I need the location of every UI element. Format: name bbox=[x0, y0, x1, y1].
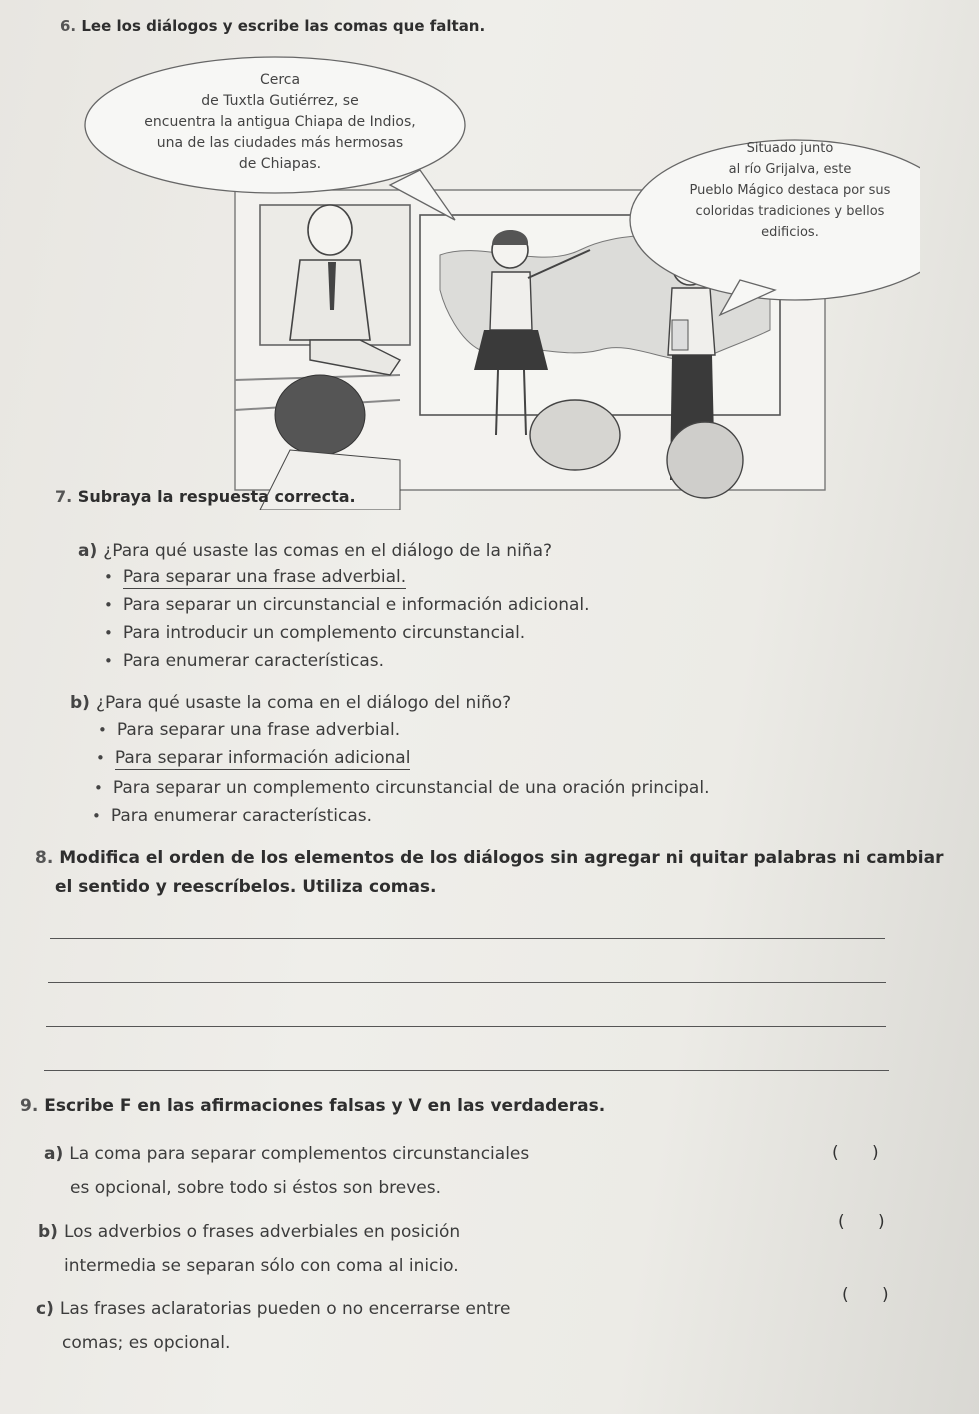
answer-line-4[interactable] bbox=[44, 1070, 889, 1071]
q7a-question: a) ¿Para qué usaste las comas en el diálogo de la niña? bbox=[78, 541, 553, 561]
q9a-statement: a) La coma para separar complementos circunstanciales es opcional, sobre todo si éstos son breves. bbox=[44, 1144, 530, 1198]
q7a-option-4[interactable]: • Para enumerar características. bbox=[104, 651, 384, 671]
bubble-left-text: Cerca de Tuxtla Gutiérrez, se encuentra la antigua Chiapa de Indios, una de las ciudades más hermosas de Chiapas. bbox=[144, 72, 416, 172]
q7a-option-2[interactable]: • Para separar un circunstancial e información adicional. bbox=[104, 595, 590, 615]
q9c-statement: c) Las frases aclaratorias pueden o no encerrarse entre comas; es opcional. bbox=[36, 1299, 511, 1353]
q7b-option-4[interactable]: • Para enumerar características. bbox=[92, 806, 372, 826]
q6-number: 6. bbox=[60, 17, 77, 35]
answer-line-2[interactable] bbox=[48, 982, 886, 983]
q7a-option-3[interactable]: • Para introducir un complemento circunstancial. bbox=[104, 623, 525, 643]
q7b-option-1[interactable]: • Para separar una frase adverbial. bbox=[98, 720, 400, 740]
q9-title: 9. Escribe F en las afirmaciones falsas y V en las verdaderas. bbox=[20, 1096, 606, 1116]
q7-title: 7. Subraya la respuesta correcta. bbox=[55, 487, 356, 506]
q9b-statement: b) Los adverbios o frases adverbiales en posición intermedia se separan sólo con coma al inicio. bbox=[38, 1222, 461, 1276]
q9c-answer-box[interactable]: ( ) bbox=[842, 1285, 903, 1305]
q7a-option-1[interactable]: • Para separar una frase adverbial. bbox=[104, 567, 406, 587]
answer-line-3[interactable] bbox=[46, 1026, 886, 1027]
q7b-option-3[interactable]: • Para separar un complemento circunstancial de una oración principal. bbox=[94, 778, 709, 798]
answer-line-1[interactable] bbox=[50, 938, 885, 939]
q7b-question: b) ¿Para qué usaste la coma en el diálogo del niño? bbox=[70, 693, 512, 713]
q6-title bbox=[60, 17, 485, 35]
q9b-answer-box[interactable]: ( ) bbox=[838, 1212, 899, 1232]
q6-title-text: Lee los diálogos y escribe las comas que faltan. bbox=[81, 17, 486, 35]
q8-line2: el sentido y reescríbelos. Utiliza comas. bbox=[55, 877, 437, 897]
q7b-option-2[interactable]: • Para separar información adicional bbox=[96, 748, 410, 768]
q9a-answer-box[interactable]: ( ) bbox=[832, 1143, 893, 1163]
bubble-right-text: Situado junto al río Grijalva, este Pueblo Mágico destaca por sus coloridas tradiciones y bellos edificios. bbox=[689, 141, 891, 240]
q8-line1: 8. Modifica el orden de los elementos de los diálogos sin agregar ni quitar palabras ni cambiar bbox=[35, 848, 944, 868]
